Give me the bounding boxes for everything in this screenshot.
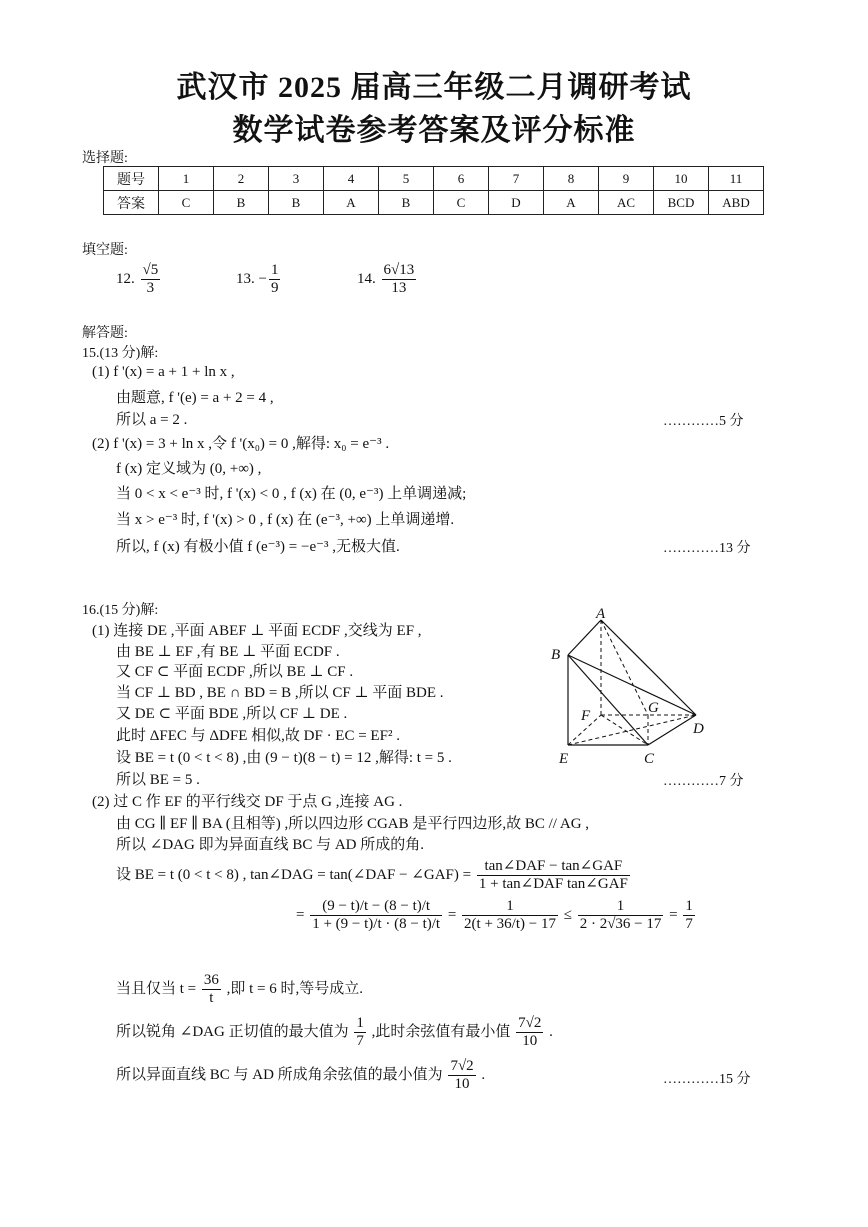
vertex-label-C: C	[644, 751, 655, 767]
denominator: 1 + (9 − t)/t · (8 − t)/t	[312, 916, 441, 933]
formula-text: ,此时余弦值有最小值	[371, 1024, 511, 1041]
equals-sign: =	[296, 907, 305, 924]
vertex-label-E: E	[559, 751, 569, 767]
fraction	[462, 898, 558, 934]
q15-line: f (x) 定义域为 (0, +∞) ,	[116, 461, 262, 477]
table-cell: 3	[269, 167, 324, 191]
denominator: 1 + tan∠DAF tan∠GAF	[478, 876, 628, 893]
denominator: t	[209, 990, 214, 1007]
table-row-answers	[104, 191, 764, 215]
numerator: √5	[141, 262, 161, 280]
fraction	[141, 262, 161, 298]
vertex-label-G: G	[648, 700, 659, 716]
table-cell: C	[434, 191, 489, 215]
formula-text: 所以锐角 ∠DAG 正切值的最大值为	[116, 1024, 349, 1041]
vertex-label-F: F	[581, 708, 591, 724]
table-head-answer: 答案	[104, 191, 159, 215]
fraction	[382, 262, 417, 298]
score-mark: …………5 分	[663, 414, 744, 429]
edge-CD	[648, 715, 696, 745]
table-cell: 11	[709, 167, 764, 191]
table-cell: B	[379, 191, 434, 215]
q16-line: 所以 ∠DAG 即为异面直线 BC 与 AD 所成的角.	[116, 837, 424, 853]
q16-line: (2) 过 C 作 EF 的平行线交 DF 于点 G ,连接 AG .	[92, 794, 403, 810]
formula-text: 当且仅当 t =	[116, 981, 197, 998]
vertex-label-A: A	[596, 606, 606, 622]
table-cell: BCD	[654, 191, 709, 215]
vertex-label-D: D	[693, 721, 704, 737]
table-cell: A	[544, 191, 599, 215]
table-cell: 2	[214, 167, 269, 191]
score-mark: …………7 分	[663, 774, 744, 789]
fraction	[448, 1058, 475, 1094]
q16-equality-condition	[116, 972, 363, 1008]
fraction	[354, 1015, 366, 1051]
edge-FC	[601, 715, 648, 745]
q15-heading: 15.(13 分)解:	[82, 346, 159, 361]
denominator: 2(t + 36/t) − 17	[464, 916, 556, 933]
denominator: 2 · 2√36 − 17	[579, 916, 662, 933]
geometry-figure	[548, 602, 718, 772]
edge-BD	[568, 655, 696, 715]
solve-section-label: 解答题:	[82, 326, 128, 341]
table-cell: 4	[324, 167, 379, 191]
leq-sign: ≤	[563, 907, 572, 924]
edge-BA	[568, 620, 601, 655]
denominator: 9	[270, 280, 279, 297]
table-cell: D	[489, 191, 544, 215]
page-title-line1: 武汉市 2025 届高三年级二月调研考试	[176, 71, 692, 104]
fraction	[269, 262, 281, 298]
choice-section-label: 选择题:	[82, 151, 128, 166]
q15-line: 由题意, f '(e) = a + 2 = 4 ,	[116, 390, 274, 406]
q15-line: 当 0 < x < e⁻³ 时, f '(x) < 0 , f (x) 在 (0, e⁻³) 上单调递减;	[116, 486, 467, 502]
table-cell: 10	[654, 167, 709, 191]
q15-line: 当 x > e⁻³ 时, f '(x) > 0 , f (x) 在 (e⁻³, +∞) 上单调递增.	[116, 512, 455, 528]
numerator: 6√13	[382, 262, 417, 280]
fraction	[477, 858, 630, 894]
vertex-label-B: B	[551, 647, 561, 663]
minus-sign: −	[258, 271, 267, 288]
q16-line: 所以 BE = 5 .	[116, 772, 200, 788]
denominator: 10	[522, 1033, 538, 1050]
fill-answer-13	[236, 262, 282, 298]
numerator: 1	[578, 898, 664, 916]
numerator: (9 − t)/t − (8 − t)/t	[310, 898, 442, 916]
table-cell: 5	[379, 167, 434, 191]
fraction	[310, 898, 442, 934]
q16-line: 当 CF ⊥ BD , BE ∩ BD = B ,所以 CF ⊥ 平面 BDE .	[116, 685, 444, 701]
table-cell: B	[214, 191, 269, 215]
q16-inequality-chain	[296, 898, 697, 934]
numerator: 1	[462, 898, 558, 916]
table-row-numbers	[104, 167, 764, 191]
fill-answer-14	[357, 262, 418, 298]
q15-line: (2) f '(x) = 3 + ln x ,令 f '(x₀) = 0 ,解得: x₀ = e⁻³ .	[92, 436, 390, 452]
q15-line: 所以, f (x) 有极小值 f (e⁻³) = −e⁻³ ,无极大值.	[116, 539, 400, 555]
table-cell: ABD	[709, 191, 764, 215]
table-cell: 9	[599, 167, 654, 191]
table-cell: 6	[434, 167, 489, 191]
score-mark: …………13 分	[663, 541, 751, 556]
denominator: 13	[391, 280, 407, 297]
q15-line: (1) f '(x) = a + 1 + ln x ,	[92, 364, 235, 380]
q16-line: 设 BE = t (0 < t < 8) ,由 (9 − t)(8 − t) = 12 ,解得: t = 5 .	[116, 750, 452, 766]
fraction	[202, 972, 221, 1008]
q16-min-cos	[116, 1058, 485, 1094]
denominator: 7	[685, 916, 693, 933]
q15-line: 所以 a = 2 .	[116, 412, 188, 428]
period: .	[481, 1067, 486, 1084]
numerator: 1	[683, 898, 695, 916]
fraction	[516, 1015, 543, 1051]
formula-text: ,即 t = 6 时,等号成立.	[226, 981, 364, 998]
formula-text: 设 BE = t (0 < t < 8) , tan∠DAG = tan(∠DAF − ∠GAF) =	[116, 867, 472, 884]
table-cell: A	[324, 191, 379, 215]
page-title-line2: 数学试卷参考答案及评分标准	[232, 114, 636, 147]
score-mark: …………15 分	[663, 1072, 751, 1087]
q16-line: 又 DE ⊂ 平面 BDE ,所以 CF ⊥ DE .	[116, 706, 348, 722]
fraction	[683, 898, 695, 934]
table-cell: 7	[489, 167, 544, 191]
numerator: 36	[202, 972, 221, 990]
table-cell: 1	[159, 167, 214, 191]
q16-max-tan	[116, 1015, 553, 1051]
q16-line: (1) 连接 DE ,平面 ABEF ⊥ 平面 ECDF ,交线为 EF ,	[92, 623, 422, 639]
numerator: 1	[269, 262, 281, 280]
question-number: 12.	[116, 271, 135, 288]
numerator: 1	[354, 1015, 366, 1033]
numerator: 7√2	[516, 1015, 543, 1033]
q16-tan-formula	[116, 858, 632, 894]
formula-text: 所以异面直线 BC 与 AD 所成角余弦值的最小值为	[116, 1067, 443, 1084]
table-cell: 8	[544, 167, 599, 191]
table-head-number: 题号	[104, 167, 159, 191]
question-number: 13.	[236, 271, 255, 288]
equals-sign: =	[447, 907, 457, 924]
edge-BC	[568, 655, 648, 745]
period: .	[549, 1024, 553, 1041]
equals-sign: =	[669, 907, 678, 924]
numerator: 7√2	[448, 1058, 475, 1076]
q16-line: 由 BE ⊥ EF ,有 BE ⊥ 平面 ECDF .	[116, 644, 340, 660]
choice-answer-table	[103, 166, 764, 215]
q16-heading: 16.(15 分)解:	[82, 603, 159, 618]
numerator: tan∠DAF − tan∠GAF	[477, 858, 630, 876]
denominator: 3	[146, 280, 155, 297]
fill-section-label: 填空题:	[82, 243, 128, 258]
q16-line: 又 CF ⊂ 平面 ECDF ,所以 BE ⊥ CF .	[116, 664, 354, 680]
table-cell: B	[269, 191, 324, 215]
q16-line: 由 CG ∥ EF ∥ BA (且相等) ,所以四边形 CGAB 是平行四边形,故 BC // AG ,	[116, 816, 590, 832]
fraction	[578, 898, 664, 934]
fill-answer-12	[116, 262, 162, 298]
q16-line: 此时 ΔFEC 与 ΔDFE 相似,故 DF · EC = EF² .	[116, 728, 400, 744]
denominator: 7	[356, 1033, 364, 1050]
question-number: 14.	[357, 271, 376, 288]
table-cell: AC	[599, 191, 654, 215]
table-cell: C	[159, 191, 214, 215]
denominator: 10	[454, 1076, 470, 1093]
